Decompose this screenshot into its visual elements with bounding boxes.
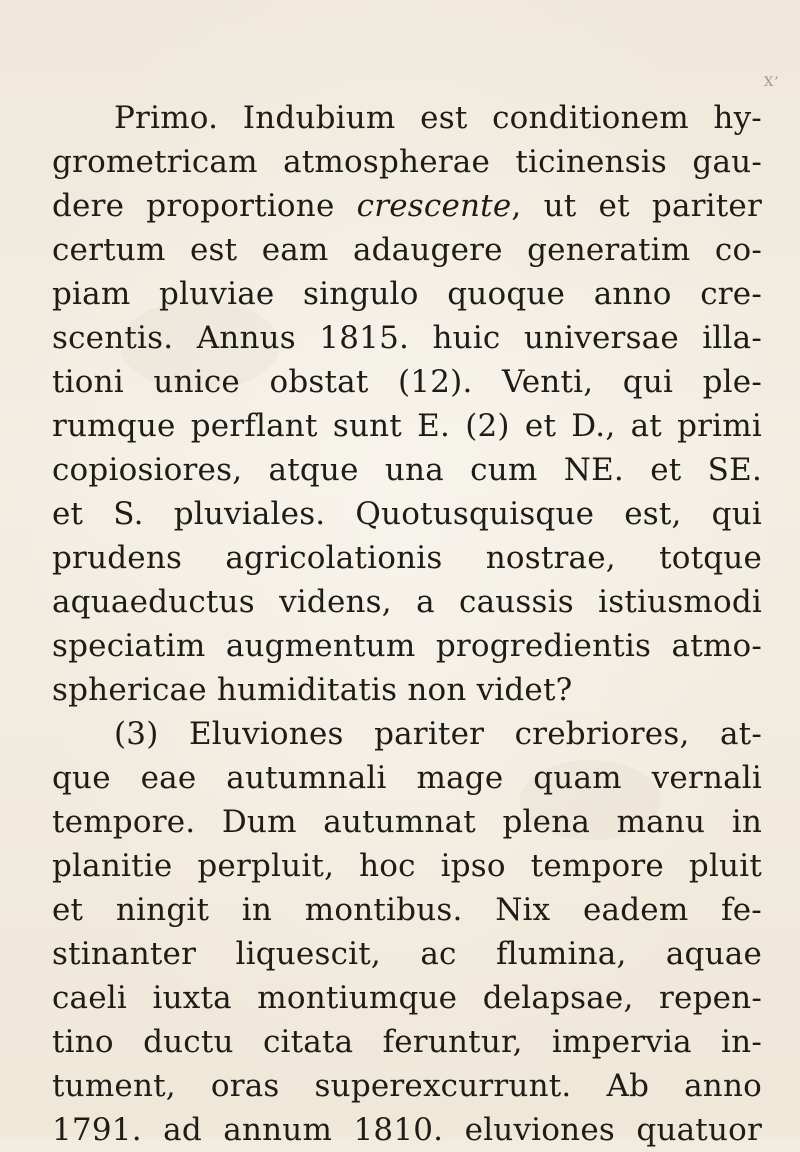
text-line: sphericae humiditatis non videt? (52, 672, 573, 708)
text-line: (3) Eluviones pariter crebriores, at- (114, 716, 762, 752)
text-line: certum est eam adaugere generatim co- (52, 232, 762, 268)
text-block (52, 96, 762, 1152)
text-line: Primo. Indubium est conditionem hy- (114, 100, 762, 136)
text-line-with-italic: dere proportione crescente, ut et pariter (52, 188, 762, 224)
text-line: aquaeductus videns, a caussis istiusmodi (52, 584, 762, 620)
text-line: stinanter liquescit, ac flumina, aquae (52, 936, 762, 972)
text-line: grometricam atmospherae ticinensis gau- (52, 144, 762, 180)
text-line: scentis. Annus 1815. huic universae illa- (52, 320, 762, 356)
text-line: speciatim augmentum progredientis atmo- (52, 628, 762, 664)
text-line: tino ductu citata feruntur, impervia in- (52, 1024, 762, 1060)
text-line: et S. pluviales. Quotusquisque est, qui (52, 496, 762, 532)
text-line: et ningit in montibus. Nix eadem fe- (52, 892, 762, 928)
text-line: tument, oras superexcurrunt. Ab anno (52, 1068, 762, 1104)
text-line: prudens agricolationis nostrae, totque (52, 540, 762, 576)
text-line: tempore. Dum autumnat plena manu in (52, 804, 762, 840)
text-line: 1791. ad annum 1810. eluviones quatuor (52, 1112, 762, 1148)
emphasized-word: crescente (356, 188, 512, 224)
text-line: copiosiores, atque una cum NE. et SE. (52, 452, 762, 488)
text-line: caeli iuxta montiumque delapsae, repen- (52, 980, 762, 1016)
text-line: rumque perflant sunt E. (2) et D., at primi (52, 408, 762, 444)
text-line: piam pluviae singulo quoque anno cre- (52, 276, 762, 312)
text-line: que eae autumnali mage quam vernali (52, 760, 762, 796)
text-line: tioni unice obstat (12). Venti, qui ple- (52, 364, 762, 400)
text-line: planitie perpluit, hoc ipso tempore pluit (52, 848, 762, 884)
signature-mark: X’ (764, 75, 780, 90)
